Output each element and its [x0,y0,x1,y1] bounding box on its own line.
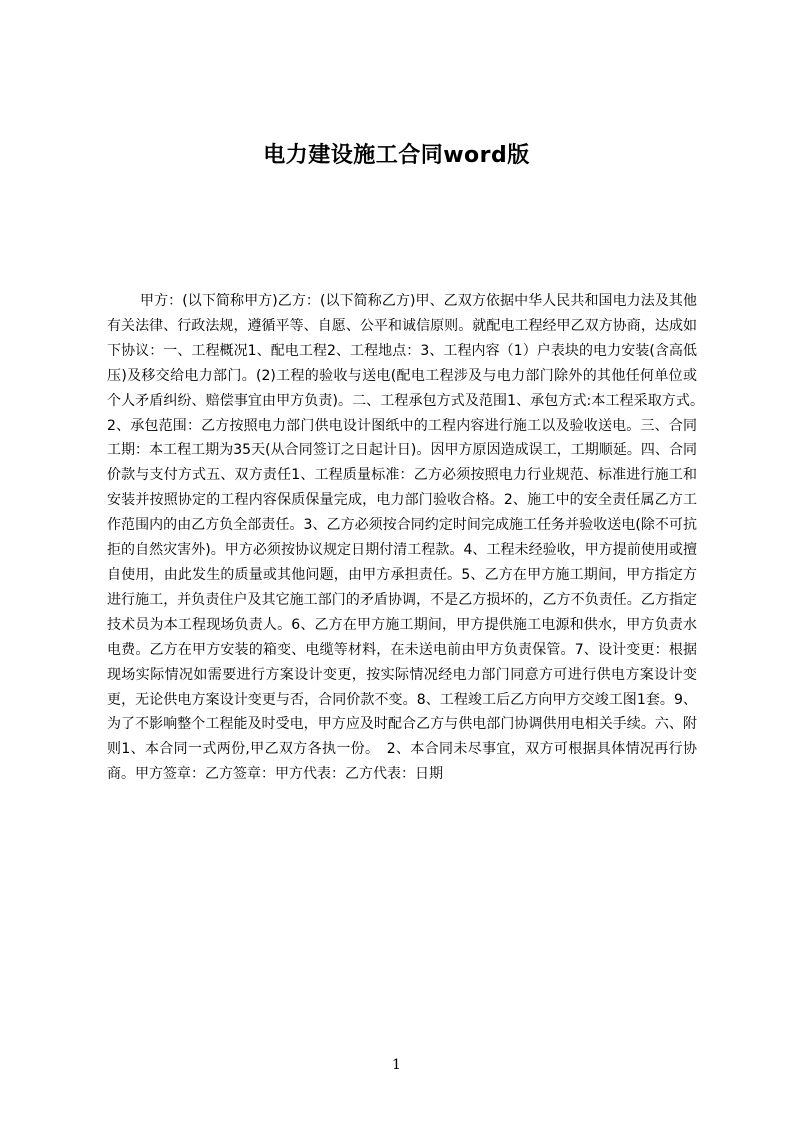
document-title: 电力建设施工合同word版 [263,143,530,168]
contract-body-text: 甲方：(以下简称甲方)乙方：(以下简称乙方)甲、乙双方依据中华人民共和国电力法及其他有关法律、行政法规，遵循平等、自愿、公平和诚信原则。就配电工程经甲乙双方协商，达成如下协议：一、工程概况1、配电工程2、工程地点：3、工程内容（1）户表块的电力安装(含高低压)及移交给电力部门。(2)工程的验收与送电(配电工程涉及与电力部门除外的其他任何单位或个人矛盾纠纷、赔偿事宜由甲方负责)。二、工程承包方式及范围1、承包方式:本工程采取方式。 2、承包范围：乙方按照电力部门供电设计图纸中的工程内容进行施工以及验收送电。三、合同工期：本工程工期为35天(从合同签订之日起计日)。因甲方原因造成误工，工期顺延。四、合同价款与支付方式五、双方责任1、工程质量标准：乙方必须按照电力行业规范、标准进行施工和安装并按照协定的工程内容保质保量完成，电力部门验收合格。2、施工中的安全责任属乙方工作范围内的由乙方负全部责任。3、乙方必须按合同约定时间完成施工任务并验收送电(除不可抗拒的自然灾害外)。甲方必须按协议规定日期付清工程款。4、工程未经验收，甲方提前使用或擅自使用，由此发生的质量或其他问题，由甲方承担责任。5、乙方在甲方施工期间，甲方指定方进行施工，并负责住户及其它施工部门的矛盾协调，不是乙方损坏的，乙方不负责任。乙方指定技术员为本工程现场负责人。6、乙方在甲方施工期间，甲方提供施工电源和供水，甲方负责水电费。乙方在甲方安装的箱变、电缆等材料，在未送电前由甲方负责保管。7、设计变更：根据现场实际情况如需要进行方案设计变更，按实际情况经电力部门同意方可进行供电方案设计变更，无论供电方案设计变更与否，合同价款不变。8、工程竣工后乙方向甲方交竣工图1套。9、为了不影响整个工程能及时受电，甲方应及时配合乙方与供电部门协调供用电相关手续。六、附则1、本合同一式两份,甲乙双方各执一份。 2、本合同未尽事宜，双方可根据具体情况再行协商。甲方签章：乙方签章：甲方代表：乙方代表：日期 [107,293,711,783]
page-number: 1 [392,1057,401,1073]
